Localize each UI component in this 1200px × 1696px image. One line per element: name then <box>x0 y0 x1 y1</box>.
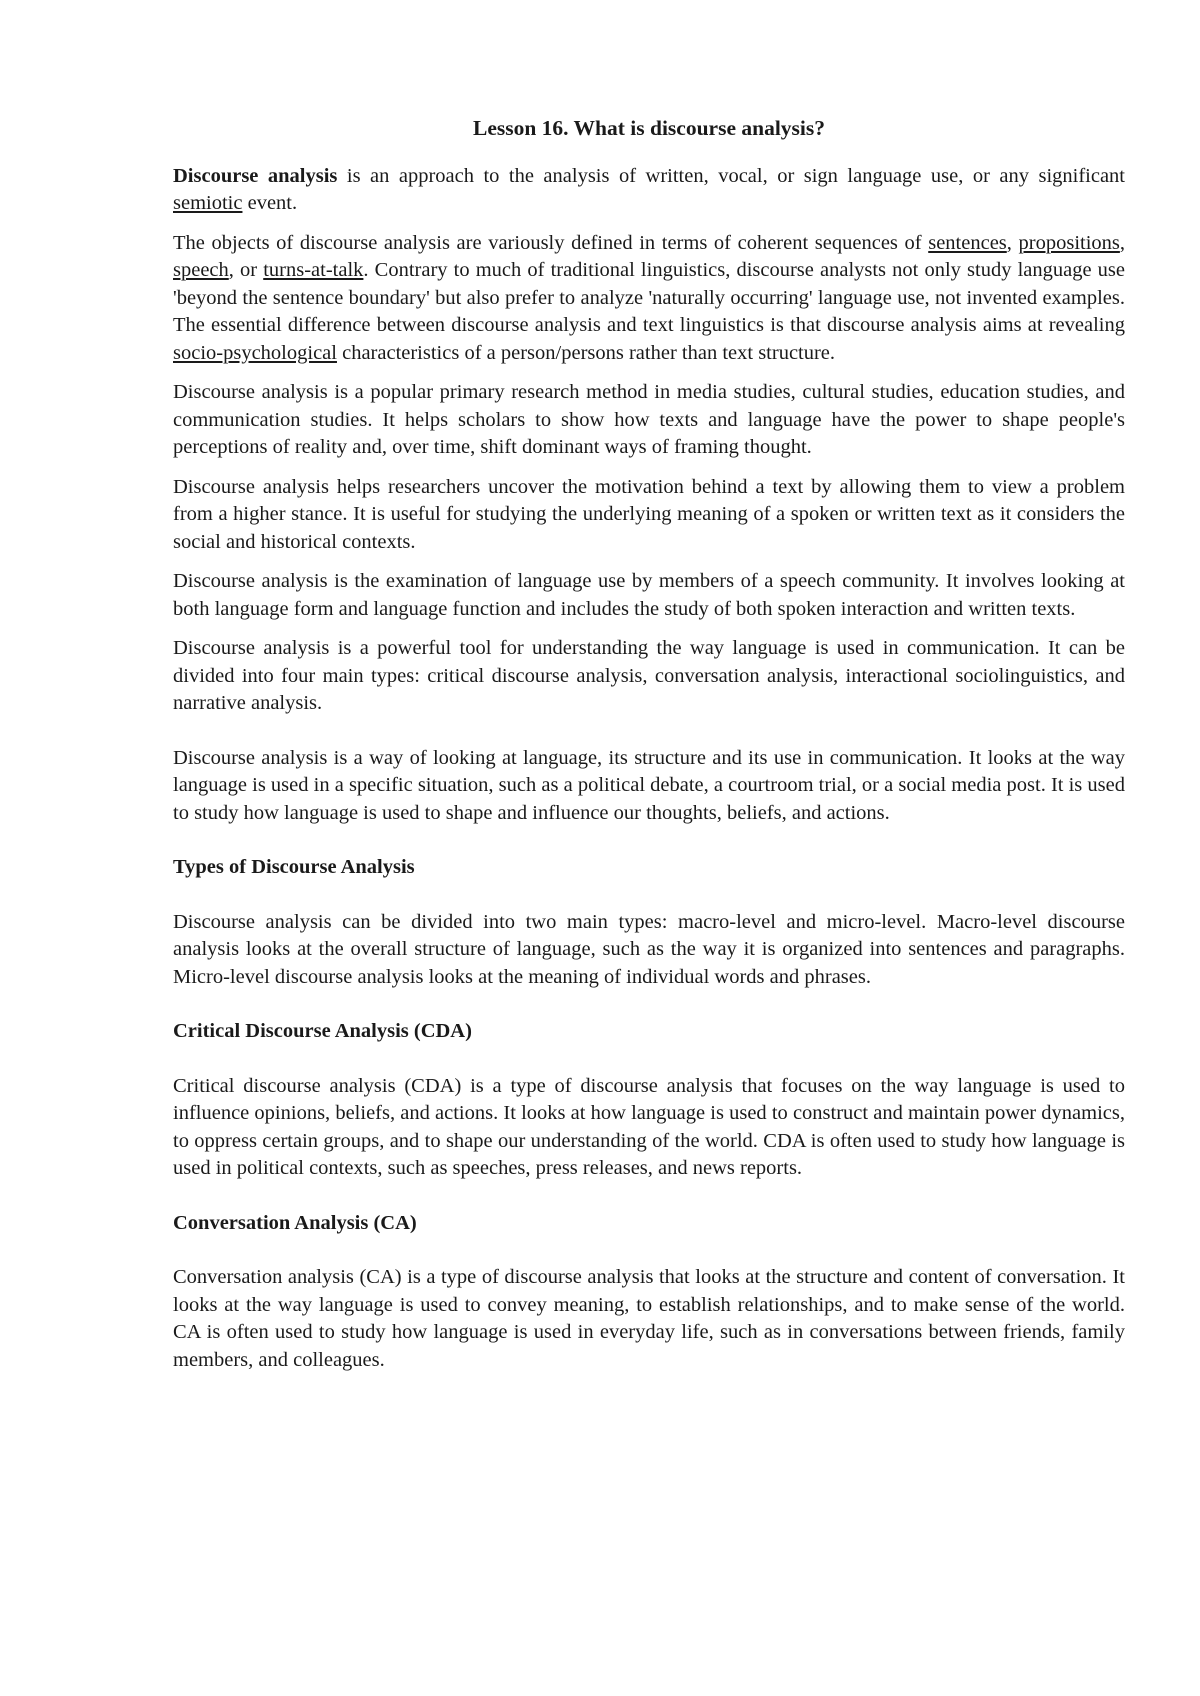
link-sentences[interactable]: sentences <box>928 231 1007 254</box>
text-run: , <box>1119 231 1126 254</box>
paragraph-examination: Discourse analysis is the examination of language use by members of a speech community. It involves looking at both language form and language function and includes the study of both spoken interaction and written texts. <box>173 570 1125 620</box>
heading-types: Types of Discourse Analysis <box>173 856 415 878</box>
paragraph-cda: Critical discourse analysis (CDA) is a type of discourse analysis that focuses on the way language is used to influence opinions, beliefs, and actions. It looks at how language is used to construct and maintain power dynamics, to oppress certain groups, and to shape our understanding of the world. CDA is often used to study how language is used in political contexts, such as speeches, press releases, and news reports. <box>173 1074 1125 1179</box>
heading-ca: Conversation Analysis (CA) <box>173 1211 417 1234</box>
paragraph-objects <box>173 230 1125 368</box>
text-run: characteristics of a person/persons rather than text structure. <box>336 341 836 364</box>
paragraph-definition <box>173 163 1125 218</box>
paragraph-ca: Conversation analysis (CA) is a type of discourse analysis that looks at the structure and content of conversation. It looks at the way language is used to convey meaning, to establish relationships, and to make sense of the world. CA is often used to study how language is used in everyday life, such as in conversations between friends, family members, and colleagues. <box>173 1266 1125 1371</box>
text-run: The objects of discourse analysis are variously defined in terms of coherent sequences of <box>173 231 929 254</box>
link-turns-at-talk[interactable]: turns-at-talk <box>263 259 364 281</box>
text-run: is an approach to the analysis of written, vocal, or sign language use, or any significant <box>337 164 1125 187</box>
paragraph-research-method: Discourse analysis is a popular primary research method in media studies, cultural studies, education studies, and communication studies. It helps scholars to show how texts and language have the power to shape people's perceptions of reality and, over time, shift dominant ways of framing thought. <box>173 381 1125 458</box>
term-discourse-analysis: Discourse analysis <box>173 164 338 187</box>
document-body <box>173 115 1125 1374</box>
text-run: . Contrary to much of traditional linguistics, discourse analysts not only study language use 'beyond the sentence boundary' but also prefer to analyze 'naturally occurring' language use, not invented examples. The essential difference between discourse analysis and text linguistics is that discourse analysis aims at revealing <box>173 259 1126 336</box>
link-semiotic[interactable]: semiotic <box>173 192 243 214</box>
link-socio-psychological[interactable]: socio-psychological <box>173 341 337 364</box>
paragraph-powerful-tool: Discourse analysis is a powerful tool for understanding the way language is used in communication. It can be divided into four main types: critical discourse analysis, conversation analysis, interactional sociolinguistics, and narrative analysis. <box>173 637 1125 714</box>
text-run: , <box>1006 231 1019 254</box>
link-speech[interactable]: speech <box>173 259 229 281</box>
text-run: event. <box>242 192 298 214</box>
heading-cda: Critical Discourse Analysis (CDA) <box>173 1020 472 1042</box>
text-run: , or <box>228 259 264 281</box>
paragraph-types: Discourse analysis can be divided into two main types: macro-level and micro-level. Macro-level discourse analysis looks at the overall structure of language, such as the way it is organized into sentences and paragraphs. Micro-level discourse analysis looks at the meaning of individual words and phrases. <box>173 910 1125 988</box>
paragraph-way-of-looking: Discourse analysis is a way of looking at language, its structure and its use in communication. It looks at the way language is used in a specific situation, such as a political debate, a courtroom trial, or a social media post. It is used to study how language is used to shape and influence our thoughts, beliefs, and actions. <box>173 746 1125 824</box>
paragraph-motivation: Discourse analysis helps researchers uncover the motivation behind a text by allowing them to view a problem from a higher stance. It is useful for studying the underlying meaning of a spoken or written text as it considers the social and historical contexts. <box>173 475 1125 553</box>
link-propositions[interactable]: propositions <box>1018 231 1120 254</box>
page-title: Lesson 16. What is discourse analysis? <box>472 116 826 140</box>
